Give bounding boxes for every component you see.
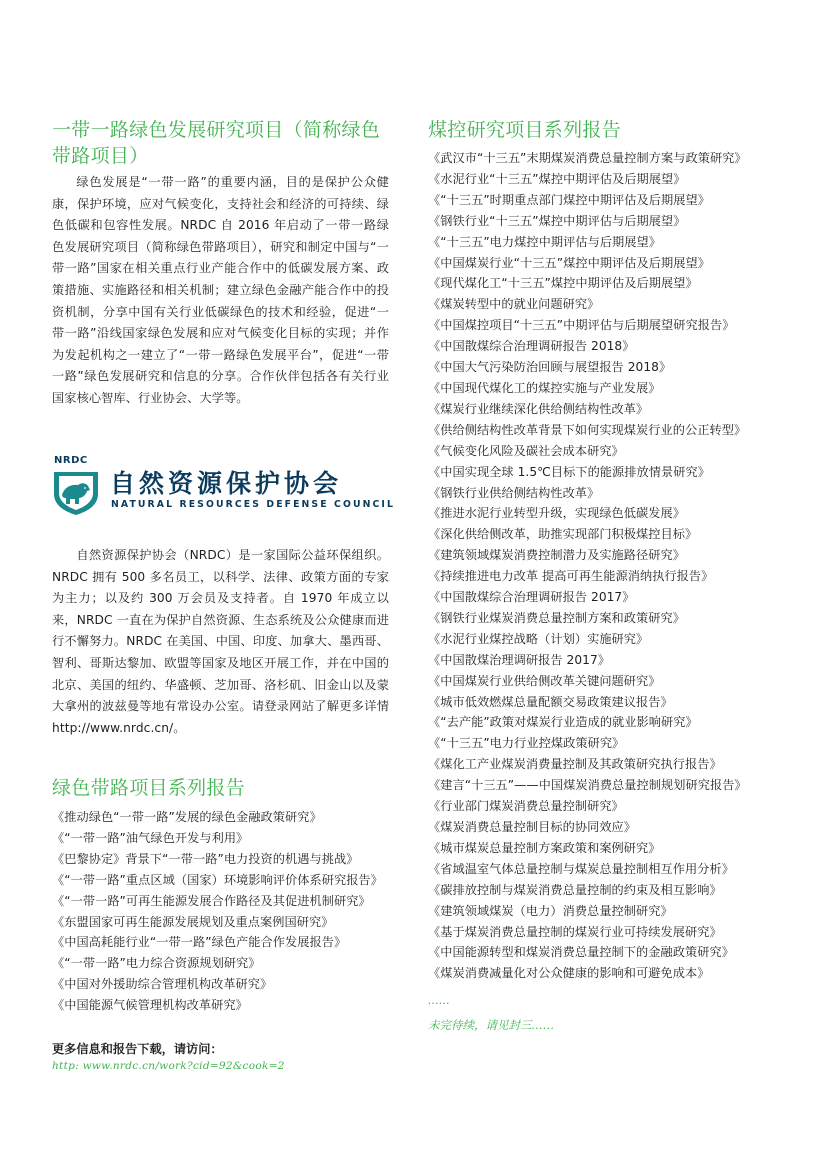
report-list-item: 《煤炭转型中的就业问题研究》	[428, 297, 600, 312]
report-list-item: 《中国煤炭行业“十三五”煤控中期评估及后期展望》	[428, 255, 710, 270]
report-list-item: 《深化供给侧改革，助推实现部门积极煤控目标》	[428, 527, 698, 542]
report-list-item: 《水泥行业煤控战略（计划）实施研究》	[428, 631, 649, 646]
report-list-item: 《中国现代煤化工的煤控实施与产业发展》	[428, 380, 661, 395]
report-list-item: 《持续推进电力改革 提高可再生能源消纳执行报告》	[428, 569, 714, 584]
report-list-item: 《供给侧结构性改革背景下如何实现煤炭行业的公正转型》	[428, 422, 747, 437]
coal-report-list	[428, 148, 747, 984]
report-list-item: 《推进水泥行业转型升级，实现绿色低碳发展》	[428, 506, 685, 521]
report-list-item: 《“一带一路”重点区域（国家）环境影响评价体系研究报告》	[52, 872, 383, 887]
report-list-item: 《“十三五”电力行业控煤政策研究》	[428, 736, 625, 751]
report-list-item: 《基于煤炭消费总量控制的煤炭行业可持续发展研究》	[428, 924, 722, 939]
report-list-item: 《“一带一路”油气绿色开发与利用》	[52, 830, 249, 845]
report-list-item: 《中国散煤综合治理调研报告 2018》	[428, 339, 635, 354]
report-list-item: 《建筑领域煤炭消费控制潜力及实施路径研究》	[428, 548, 685, 563]
coal-reports-title: 煤控研究项目系列报告	[428, 119, 622, 141]
green-belt-paragraph: 绿色发展是“一带一路”的重要内涵，目的是保护公众健康，保护环境，应对气候变化，支持社会和经济的可持续、绿色低碳和包容性发展。NRDC 自 2016 年启动了一带一路绿色发展研究项目（简称绿色带路项目），研究和制定中国与“一带一路”国家在相关重点行业产能合作中的低碳发展方案、政策措施、实施路径和相关机制；建立绿色金融产能合作中的投资机制，分享中国有关行业低碳绿色的技术和经验，促进“一带一路”沿线国家绿色发展和应对气候变化目标的实现；并作为发起机构之一建立了“一带一路绿色发展平台”，促进“一带一路”绿色发展研究和信息的分享。合作伙伴包括各有关行业国家核心智库、行业协会、大学等。	[52, 175, 389, 405]
report-list-item: 《中国煤控项目“十三五”中期评估与后期展望研究报告》	[428, 318, 735, 333]
report-list-item: 《中国散煤综合治理调研报告 2017》	[428, 590, 635, 605]
report-list-item: 《推动绿色“一带一路”发展的绿色金融政策研究》	[52, 810, 322, 824]
report-list-item: 《“一带一路”电力综合资源规划研究》	[52, 956, 261, 971]
report-list-item: 《中国高耗能行业“一带一路”绿色产能合作发展报告》	[52, 935, 347, 950]
report-list-item: 《城市煤炭总量控制方案政策和案例研究》	[428, 840, 661, 855]
to-be-continued: 未完待续，请见封三……	[428, 1018, 555, 1032]
report-list-item: 《“去产能”政策对煤炭行业造成的就业影响研究》	[428, 715, 698, 730]
report-list-item: 《煤炭消费减量化对公众健康的影响和可避免成本》	[428, 966, 710, 981]
more-info-label: 更多信息和报告下载，请访问：	[52, 1042, 223, 1056]
report-list-item: 《建言“十三五”——中国煤炭消费总量控制规划研究报告》	[428, 778, 747, 793]
report-list-item: 《建筑领域煤炭（电力）消费总量控制研究》	[428, 903, 673, 918]
report-list-item: 《煤炭消费总量控制目标的协同效应》	[428, 820, 637, 834]
report-list-item: 《东盟国家可再生能源发展规划及重点案例国研究》	[52, 914, 334, 929]
nrdc-english-name: NATURAL RESOURCES DEFENSE COUNCIL	[111, 499, 395, 510]
report-list-item: 《“十三五”时期重点部门煤控中期评估及后期展望》	[428, 192, 710, 207]
green-belt-report-list	[52, 807, 383, 1016]
report-list-item: 《中国散煤治理调研报告 2017》	[428, 652, 610, 667]
report-list-item: 《中国能源气候管理机构改革研究》	[52, 998, 248, 1013]
report-list-item: 《“一带一路”可再生能源发展合作路径及其促进机制研究》	[52, 893, 371, 908]
nrdc-paragraph: 自然资源保护协会（NRDC）是一家国际公益环保组织。NRDC 拥有 500 多名员工，以科学、法律、政策方面的专家为主力；以及约 300 万会员及支持者。自 1970 年成立以来，NRDC 一直在为保护自然资源、生态系统及公众健康而进行不懈努力。NRDC 在美国、中国、印度、加拿大、墨西哥、智利、哥斯达黎加、欧盟等国家及地区开展工作，并在中国的北京、美国的纽约、华盛顿、芝加哥、洛杉矶、旧金山以及蒙大拿州的波兹曼等地有常设办公室。请登录网站了解更多详情 http://www.nrdc.cn/。	[52, 548, 389, 735]
report-list-item: 《城市低效燃煤总量配额交易政策建议报告》	[428, 694, 673, 709]
report-list-item: 《中国能源转型和煤炭消费总量控制下的金融政策研究》	[428, 945, 734, 960]
polar-bear-icon	[52, 460, 100, 516]
report-list-item: 《气候变化风险及碳社会成本研究》	[428, 443, 624, 458]
report-list-item: 《省域温室气体总量控制与煤炭总量控制相互作用分析》	[428, 861, 734, 876]
report-list-item: 《碳排放控制与煤炭消费总量控制的约束及相互影响》	[428, 882, 722, 897]
download-link[interactable]: http: www.nrdc.cn/work?cid=92&cook=2	[52, 1060, 285, 1072]
nrdc-abbr: NRDC	[54, 455, 88, 466]
nrdc-logo	[52, 455, 397, 519]
report-list-item: 《煤化工产业煤炭消费量控制及其政策研究执行报告》	[428, 757, 722, 772]
report-list-item: 《“十三五”电力煤控中期评估与后期展望》	[428, 234, 662, 249]
report-list-item: 《中国大气污染防治回顾与展望报告 2018》	[428, 360, 672, 375]
report-list-item: 《煤炭行业继续深化供给侧结构性改革》	[428, 401, 649, 416]
nrdc-chinese-name: 自然资源保护协会	[110, 469, 343, 498]
ellipsis: ……	[428, 994, 450, 1007]
report-list-item: 《中国煤炭行业供给侧改革关键问题研究》	[428, 673, 661, 688]
report-list-item: 《行业部门煤炭消费总量控制研究》	[428, 799, 624, 814]
report-list-item: 《中国实现全球 1.5℃目标下的能源排放情景研究》	[428, 464, 710, 479]
report-list-item: 《武汉市“十三五”末期煤炭消费总量控制方案与政策研究》	[428, 151, 747, 165]
report-list-item: 《钢铁行业供给侧结构性改革》	[428, 485, 600, 500]
report-list-item: 《钢铁行业煤炭消费总量控制方案和政策研究》	[428, 610, 685, 625]
green-belt-title: 一带一路绿色发展研究项目（简称绿色带路项目）	[52, 119, 381, 167]
report-list-item: 《巴黎协定》背景下“一带一路”电力投资的机遇与挑战》	[52, 851, 359, 866]
green-belt-reports-title: 绿色带路项目系列报告	[52, 777, 246, 799]
report-list-item: 《钢铁行业“十三五”煤控中期评估与后期展望》	[428, 213, 686, 228]
report-list-item: 《水泥行业“十三五”煤控中期评估及后期展望》	[428, 171, 686, 186]
report-list-item: 《中国对外援助综合管理机构改革研究》	[52, 977, 273, 992]
report-list-item: 《现代煤化工“十三五”煤控中期评估及后期展望》	[428, 276, 698, 291]
